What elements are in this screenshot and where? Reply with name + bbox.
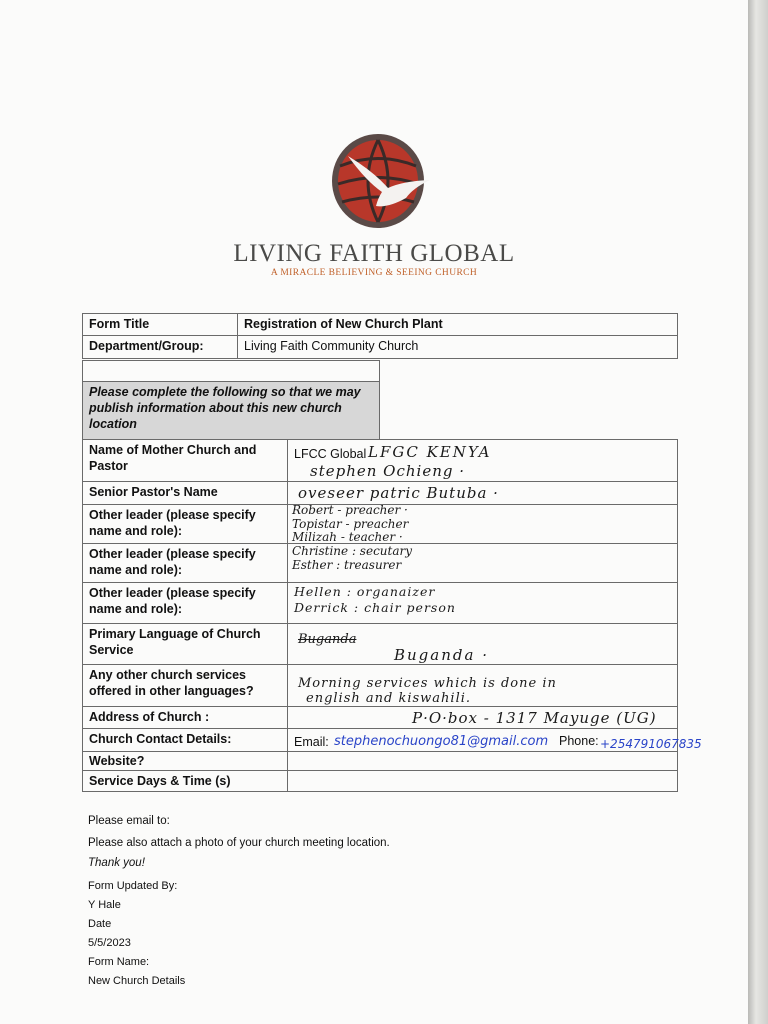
leader-2-hand-1: Christine : secutary bbox=[292, 544, 413, 558]
leader-1-hand-2: Topistar - preacher bbox=[292, 517, 409, 531]
updated-by-label: Form Updated By: bbox=[88, 880, 178, 892]
brand-tagline: A MIRACLE BELIEVING & SEEING CHURCH bbox=[270, 268, 478, 278]
thank-you-text: Thank you! bbox=[88, 857, 145, 869]
spacer-cell bbox=[82, 360, 380, 382]
instruction-text: Please complete the following so that we may publish information about this new church location bbox=[82, 381, 380, 440]
form-title-value: Registration of New Church Plant bbox=[237, 313, 678, 336]
page-edge bbox=[748, 0, 768, 1024]
department-value: Living Faith Community Church bbox=[237, 335, 678, 359]
leader-1-label: Other leader (please specify name and role): bbox=[82, 504, 288, 544]
language-struck-hand: Buganda bbox=[298, 632, 357, 647]
leader-3-hand-2: Derrick : chair person bbox=[294, 600, 456, 615]
form-name-label: Form Name: bbox=[88, 956, 150, 968]
language-label: Primary Language of Church Service bbox=[82, 623, 288, 665]
contact-label: Church Contact Details: bbox=[82, 728, 288, 752]
leader-3-hand-1: Hellen : organaizer bbox=[294, 584, 436, 599]
email-to-text: Please email to: bbox=[88, 815, 170, 827]
mother-church-label: Name of Mother Church and Pastor bbox=[82, 439, 288, 482]
senior-pastor-label: Senior Pastor's Name bbox=[82, 481, 288, 505]
address-label: Address of Church : bbox=[82, 706, 288, 729]
form-title-label: Form Title bbox=[82, 313, 238, 336]
date-value: 5/5/2023 bbox=[88, 937, 131, 949]
language-hand: Buganda · bbox=[394, 646, 489, 664]
other-services-hand-2: english and kiswahili. bbox=[306, 691, 472, 706]
service-days-label: Service Days & Time (s) bbox=[82, 770, 288, 792]
mother-church-hand-2: stephen Ochieng · bbox=[310, 462, 466, 480]
other-services-hand-1: Morning services which is done in bbox=[298, 676, 557, 691]
phone-label: Phone: bbox=[559, 734, 599, 748]
date-label: Date bbox=[88, 918, 112, 930]
form-name-value: New Church Details bbox=[88, 975, 186, 987]
leader-3-label: Other leader (please specify name and role): bbox=[82, 582, 288, 624]
address-hand: P·O·box - 1317 Mayuge (UG) bbox=[412, 709, 657, 727]
mother-church-prefix: LFCC Global bbox=[294, 447, 367, 461]
other-services-label: Any other church services offered in other languages? bbox=[82, 664, 288, 707]
email-label: Email: bbox=[294, 735, 329, 749]
attach-photo-text: Please also attach a photo of your church meeting location. bbox=[88, 837, 390, 849]
phone-hand: +254791067835 bbox=[600, 737, 702, 751]
service-days-field[interactable] bbox=[287, 770, 678, 792]
leader-1-hand-1: Robert - preacher · bbox=[292, 503, 408, 517]
mother-church-hand-1: LFGC KENYA bbox=[368, 443, 492, 461]
senior-pastor-hand: oveseer patric Butuba · bbox=[298, 484, 499, 502]
globe-dove-logo-icon bbox=[318, 126, 438, 236]
brand-name: LIVING FAITH GLOBAL bbox=[233, 240, 515, 267]
website-field[interactable] bbox=[287, 751, 678, 771]
email-hand: stephenochuongo81@gmail.com bbox=[334, 734, 549, 749]
department-label: Department/Group: bbox=[82, 335, 238, 359]
updated-by-value: Y Hale bbox=[88, 899, 121, 911]
leader-2-hand-2: Esther : treasurer bbox=[292, 558, 402, 572]
leader-2-label: Other leader (please specify name and role): bbox=[82, 543, 288, 583]
website-label: Website? bbox=[82, 751, 288, 771]
leader-1-hand-3: Milizah - teacher · bbox=[292, 530, 403, 544]
